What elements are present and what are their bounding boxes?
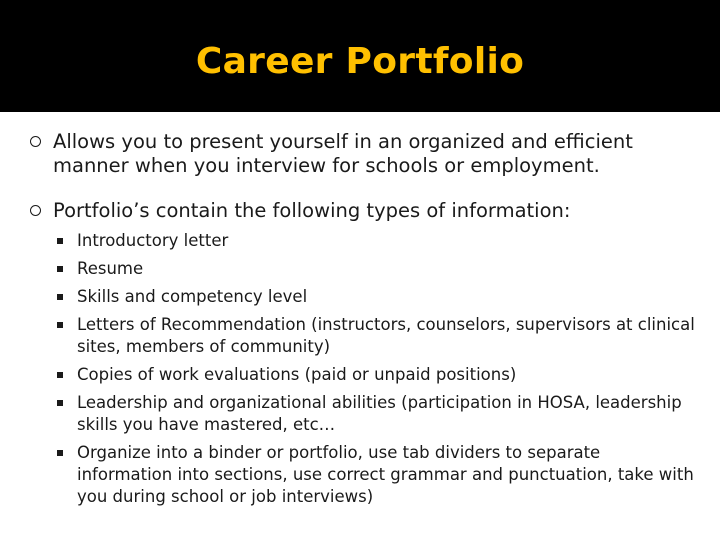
sub-bullet-item xyxy=(53,230,700,252)
square-bullet-icon xyxy=(57,238,63,244)
sub-bullet-text: Introductory letter xyxy=(77,231,229,250)
square-bullet-icon xyxy=(57,322,63,328)
bullet-text: Allows you to present yourself in an organized and efficient manner when you interview for schools or employment. xyxy=(53,130,633,177)
sub-bullet-list xyxy=(53,230,700,508)
sub-bullet-item xyxy=(53,314,700,358)
sub-bullet-text: Leadership and organizational abilities (participation in HOSA, leadership skills you have mastered, etc… xyxy=(77,393,682,434)
sub-bullet-text: Copies of work evaluations (paid or unpaid positions) xyxy=(77,365,517,384)
square-bullet-icon xyxy=(57,266,63,272)
square-bullet-icon xyxy=(57,294,63,300)
bullet-text: Portfolio’s contain the following types of information: xyxy=(53,199,571,222)
sub-bullet-item xyxy=(53,258,700,280)
ring-bullet-icon xyxy=(30,136,41,147)
sub-bullet-text: Letters of Recommendation (instructors, counselors, supervisors at clinical sites, members of community) xyxy=(77,315,695,356)
square-bullet-icon xyxy=(57,400,63,406)
bullet-item xyxy=(30,199,700,508)
sub-bullet-text: Organize into a binder or portfolio, use tab dividers to separate information into sections, use correct grammar and punctuation, take with you during school or job interviews) xyxy=(77,443,694,506)
sub-bullet-item xyxy=(53,286,700,308)
sub-bullet-text: Skills and competency level xyxy=(77,287,308,306)
slide-body xyxy=(30,130,700,508)
sub-bullet-item xyxy=(53,442,700,508)
sub-bullet-text: Resume xyxy=(77,259,144,278)
square-bullet-icon xyxy=(57,372,63,378)
sub-bullet-item xyxy=(53,392,700,436)
title-band xyxy=(0,0,720,112)
square-bullet-icon xyxy=(57,450,63,456)
ring-bullet-icon xyxy=(30,205,41,216)
bullet-item xyxy=(30,130,700,178)
sub-bullet-item xyxy=(53,364,700,386)
slide-title: Career Portfolio xyxy=(195,41,525,82)
